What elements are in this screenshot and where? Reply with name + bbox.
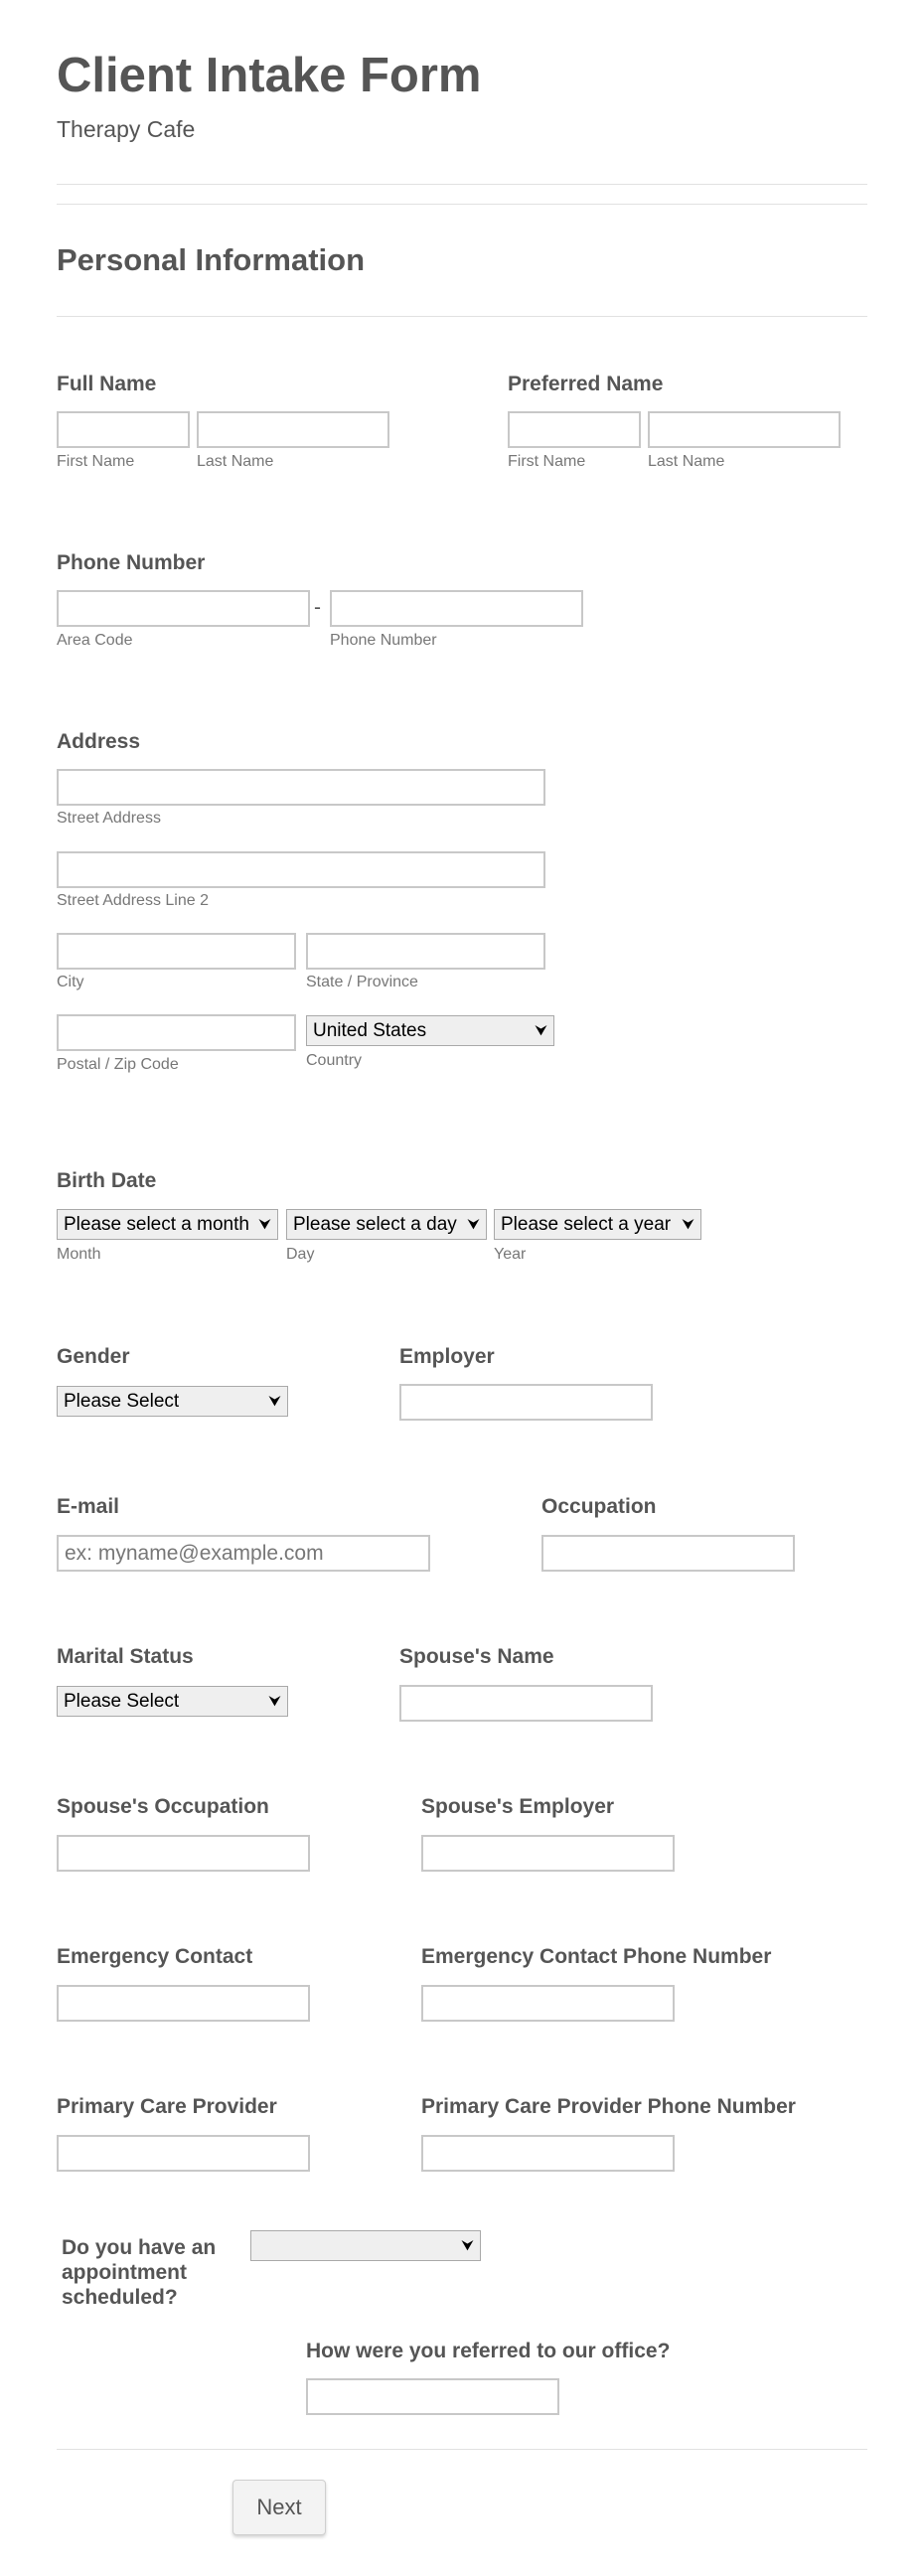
spouse-occupation-input[interactable] — [57, 1835, 310, 1872]
country-select-value: United States — [313, 1020, 427, 1041]
state-sublabel: State / Province — [306, 974, 418, 990]
primary-care-input[interactable] — [57, 2135, 310, 2172]
spouse-employer-label: Spouse's Employer — [421, 1795, 615, 1818]
birth-month-sublabel: Month — [57, 1246, 101, 1263]
phone-number-sublabel: Phone Number — [330, 632, 437, 649]
birth-day-select[interactable] — [286, 1209, 487, 1240]
referred-label: How were you referred to our office? — [306, 2340, 671, 2362]
state-input[interactable] — [306, 933, 545, 970]
preferred-name-first-sublabel: First Name — [508, 453, 586, 470]
divider — [57, 204, 867, 205]
chevron-down-icon: ⮟ — [268, 1393, 281, 1410]
spouse-employer-input[interactable] — [421, 1835, 675, 1872]
appointment-label-line: scheduled? — [62, 2286, 178, 2309]
emergency-phone-label: Emergency Contact Phone Number — [421, 1945, 772, 1968]
appointment-label-line: Do you have an — [62, 2236, 217, 2259]
divider — [57, 184, 867, 185]
spouse-name-input[interactable] — [399, 1685, 653, 1722]
email-input[interactable]: ex: myname@example.com — [57, 1535, 430, 1572]
preferred-name-label: Preferred Name — [508, 373, 664, 395]
phone-area-sublabel: Area Code — [57, 632, 133, 649]
birth-day-sublabel: Day — [286, 1246, 315, 1263]
full-name-label: Full Name — [57, 373, 157, 395]
next-button[interactable]: Next — [232, 2480, 326, 2535]
full-name-first-input[interactable] — [57, 411, 190, 448]
postal-code-sublabel: Postal / Zip Code — [57, 1056, 179, 1073]
occupation-label: Occupation — [541, 1495, 657, 1518]
city-sublabel: City — [57, 974, 84, 990]
appointment-select[interactable] — [250, 2230, 481, 2261]
marital-status-select[interactable] — [57, 1686, 288, 1717]
section-title: Personal Information — [57, 242, 366, 277]
full-name-first-sublabel: First Name — [57, 453, 135, 470]
phone-dash: - — [314, 596, 321, 619]
form-title: Client Intake Form — [57, 49, 482, 102]
appointment-label-line: appointment — [62, 2261, 187, 2284]
street-address-line2-sublabel: Street Address Line 2 — [57, 892, 209, 909]
emergency-phone-input[interactable] — [421, 1985, 675, 2022]
birth-year-value: Please select a year — [501, 1214, 672, 1235]
chevron-down-icon: ⮟ — [467, 1216, 480, 1233]
phone-area-code-input[interactable] — [57, 590, 310, 627]
employer-label: Employer — [399, 1345, 495, 1368]
street-address-line2-input[interactable] — [57, 851, 545, 888]
chevron-down-icon: ⮟ — [258, 1216, 271, 1233]
divider — [57, 316, 867, 317]
birth-year-select[interactable] — [494, 1209, 701, 1240]
chevron-down-icon: ⮟ — [268, 1693, 281, 1710]
appointment-label — [62, 2235, 216, 2310]
chevron-down-icon: ⮟ — [682, 1216, 694, 1233]
birth-date-label: Birth Date — [57, 1169, 157, 1192]
city-input[interactable] — [57, 933, 296, 970]
emergency-contact-label: Emergency Contact — [57, 1945, 253, 1968]
phone-number-input[interactable] — [330, 590, 583, 627]
spouse-name-label: Spouse's Name — [399, 1645, 554, 1668]
country-select[interactable] — [306, 1015, 554, 1046]
chevron-down-icon: ⮟ — [461, 2237, 474, 2254]
country-sublabel: Country — [306, 1052, 363, 1069]
address-label: Address — [57, 730, 141, 753]
postal-code-input[interactable] — [57, 1014, 296, 1051]
preferred-name-last-sublabel: Last Name — [648, 453, 725, 470]
referred-input[interactable] — [306, 2378, 559, 2415]
birth-year-sublabel: Year — [494, 1246, 527, 1263]
emergency-contact-input[interactable] — [57, 1985, 310, 2022]
primary-care-phone-input[interactable] — [421, 2135, 675, 2172]
marital-status-value: Please Select — [64, 1691, 180, 1712]
employer-input[interactable] — [399, 1384, 653, 1421]
email-label: E-mail — [57, 1495, 120, 1518]
spouse-occupation-label: Spouse's Occupation — [57, 1795, 269, 1818]
street-address-sublabel: Street Address — [57, 810, 161, 827]
gender-select[interactable] — [57, 1386, 288, 1417]
full-name-last-sublabel: Last Name — [197, 453, 274, 470]
birth-month-value: Please select a month — [64, 1214, 249, 1235]
primary-care-phone-label: Primary Care Provider Phone Number — [421, 2095, 796, 2118]
primary-care-label: Primary Care Provider — [57, 2095, 277, 2118]
preferred-name-last-input[interactable] — [648, 411, 841, 448]
birth-day-value: Please select a day — [293, 1214, 457, 1235]
divider — [57, 2449, 867, 2450]
gender-select-value: Please Select — [64, 1391, 180, 1412]
birth-month-select[interactable] — [57, 1209, 278, 1240]
chevron-down-icon: ⮟ — [535, 1022, 547, 1039]
marital-status-label: Marital Status — [57, 1645, 194, 1668]
form-subtitle: Therapy Cafe — [57, 116, 196, 142]
full-name-last-input[interactable] — [197, 411, 389, 448]
occupation-input[interactable] — [541, 1535, 795, 1572]
gender-label: Gender — [57, 1345, 130, 1368]
street-address-input[interactable] — [57, 769, 545, 806]
preferred-name-first-input[interactable] — [508, 411, 641, 448]
phone-label: Phone Number — [57, 551, 206, 574]
